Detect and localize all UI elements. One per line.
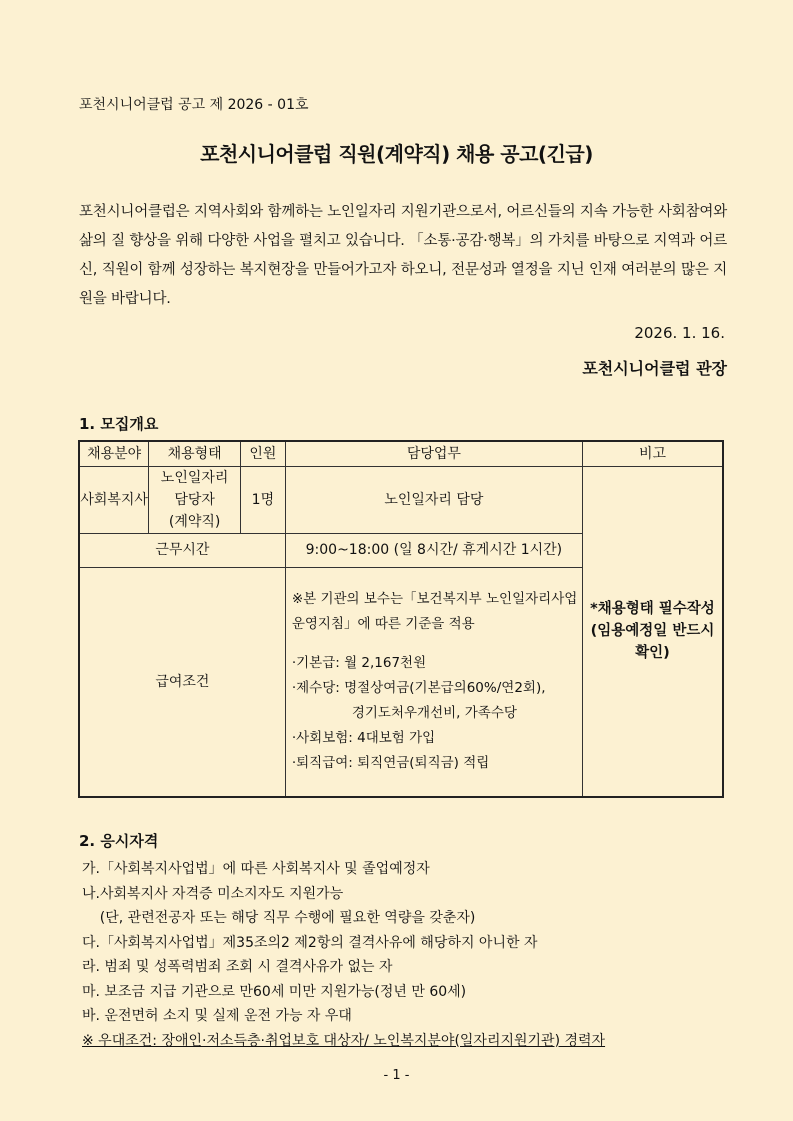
- pay-item: ·기본급: 월 2,167천원: [291, 655, 427, 672]
- form-cell: [149, 466, 241, 533]
- list-item: (단, 관련전공자 또는 해당 직무 수행에 필요한 역량을 갖춘자): [82, 910, 476, 926]
- form-line: (계약직): [168, 513, 221, 530]
- preference-note: ※ 우대조건: 장애인·저소득층·취업보호 대상자/ 노인복지분야(일자리지원기관) 경력자: [82, 1032, 606, 1049]
- qualifications-list: [82, 857, 605, 1053]
- form-line: 노인일자리: [160, 469, 229, 486]
- notice-date: 2026. 1. 16.: [634, 324, 725, 342]
- pay-item: ·사회보험: 4대보험 가입: [291, 730, 436, 747]
- page-title: 포천시니어클럽 직원(계약직) 채용 공고(긴급): [200, 142, 593, 166]
- pay-label: 급여조건: [79, 567, 285, 797]
- field-cell: 사회복지사: [79, 466, 149, 533]
- pay-item: ·퇴직급여: 퇴직연금(퇴직금) 적립: [291, 755, 490, 772]
- list-item: 라. 범죄 및 성폭력범죄 조회 시 결격사유가 없는 자: [82, 959, 393, 975]
- pay-item: 경기도처우개선비, 가족수당: [351, 705, 517, 722]
- list-item: 나.사회복지사 자격증 미소지자도 지원가능: [82, 885, 344, 902]
- header-count: 인원: [240, 441, 285, 466]
- hours-value: 9:00~18:00 (일 8시간/ 휴게시간 1시간): [285, 533, 582, 567]
- form-line: 담당자: [174, 491, 215, 508]
- header-form: 채용형태: [149, 441, 241, 466]
- list-item: 바. 운전면허 소지 및 실제 운전 가능 자 우대: [82, 1008, 352, 1024]
- header-remark: 비고: [582, 441, 723, 466]
- section2-heading: 2. 응시자격: [79, 832, 159, 850]
- notice-number: 포천시니어클럽 공고 제 2026 - 01호: [79, 97, 309, 113]
- signer: 포천시니어클럽 관장: [582, 359, 727, 378]
- pay-intro: ※본 기관의 보수는「보건복지부 노인일자리사업 운영지침」에 따른 기준을 적용: [291, 591, 578, 633]
- section1-heading: 1. 모집개요: [79, 415, 159, 433]
- pay-conditions: [285, 567, 582, 797]
- table-header-row: [79, 441, 723, 466]
- recruitment-table: [78, 440, 724, 798]
- hours-label: 근무시간: [79, 533, 285, 567]
- remark-line: 확인): [635, 645, 670, 662]
- pay-item: ·제수당: 명절상여금(기본급의60%/연2회),: [291, 680, 546, 697]
- intro-paragraph: 포천시니어클럽은 지역사회와 함께하는 노인일자리 지원기관으로서, 어르신들의 지속 가능한 사회참여와 삶의 질 향상을 위해 다양한 사업을 펼치고 있습니다. 「소통·공감·행복」의 가치를 바탕으로 지역과 어르신, 직원이 함께 성장하는 복지현장을 만들어가고자 하오니, 전문성과 열정을 지닌 인재 여러분의 많은 지원을 바랍니다.: [79, 204, 727, 307]
- duty-cell: 노인일자리 담당: [285, 466, 582, 533]
- remark-cell: [582, 466, 723, 797]
- remark-line: *채용형태 필수작성: [590, 601, 715, 618]
- header-duty: 담당업무: [285, 441, 582, 466]
- list-item: 다.「사회복지사업법」제35조의2 제2항의 결격사유에 해당하지 아니한 자: [82, 934, 538, 951]
- list-item: 가.「사회복지사업법」에 따른 사회복지사 및 졸업예정자: [82, 861, 430, 877]
- page-number: - 1 -: [383, 1068, 410, 1083]
- remark-line: (임용예정일 반드시: [590, 623, 715, 640]
- list-item: 마. 보조금 지급 기관으로 만60세 미만 지원가능(정년 만 60세): [82, 983, 467, 1000]
- header-field: 채용분야: [79, 441, 149, 466]
- table-row: [79, 466, 723, 533]
- count-cell: 1명: [240, 466, 285, 533]
